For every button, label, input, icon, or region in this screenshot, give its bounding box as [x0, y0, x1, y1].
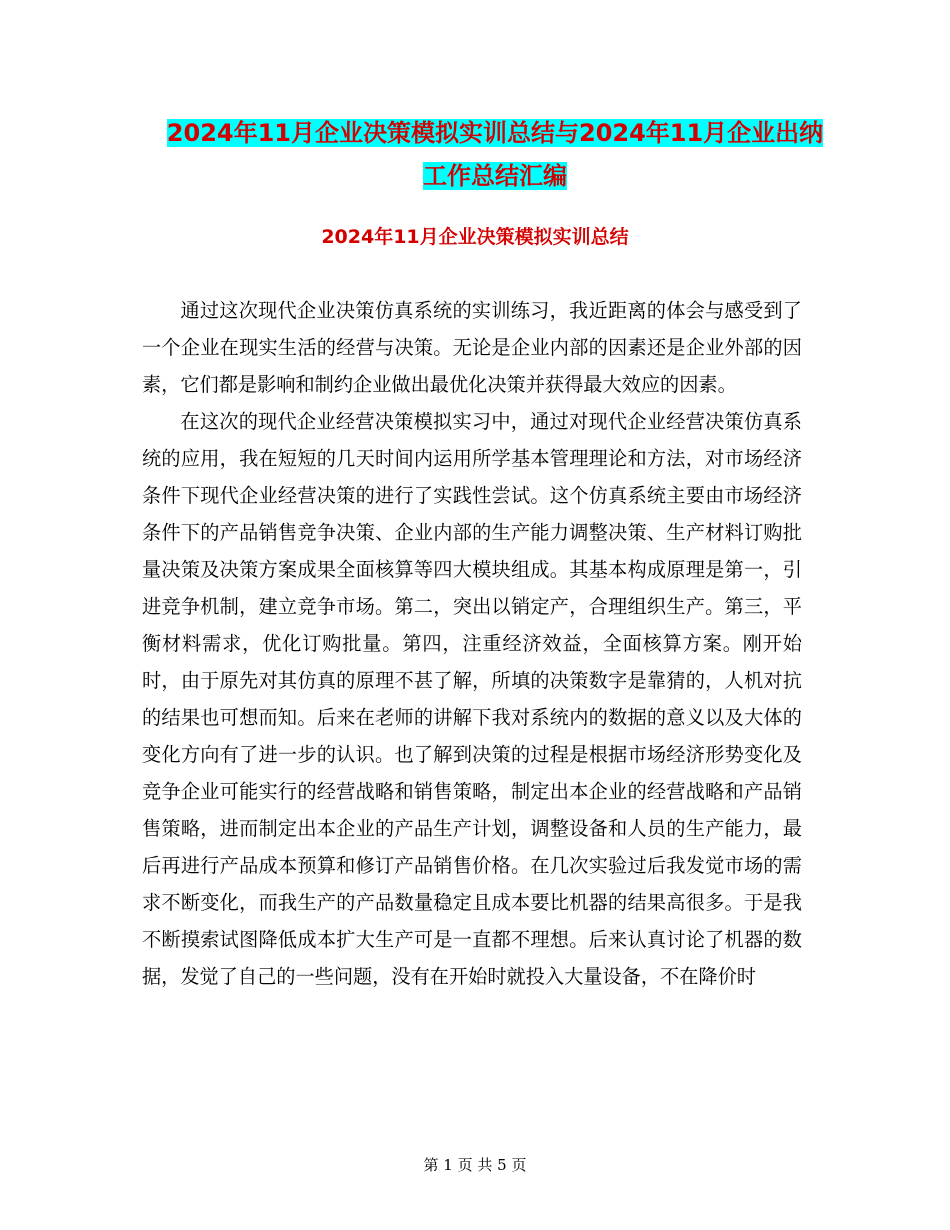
page-number: 第 1 页 共 5 页	[423, 1156, 527, 1174]
paragraph: 在这次的现代企业经营决策模拟实习中，通过对现代企业经营决策仿真系统的应用，我在短短的几天时间内运用所学基本管理理论和方法，对市场经济条件下现代企业经营决策的进行了实践性尝试。这个仿真系统主要由市场经济条件下的产品销售竞争决策、企业内部的生产能力调整决策、生产材料订购批量决策及决策方案成果全面核算等四大模块组成。其基本构成原理是第一，引进竞争机制，建立竞争市场。第二，突出以销定产，合理组织生产。第三，平衡材料需求，优化订购批量。第四，注重经济效益，全面核算方案。刚开始时，由于原先对其仿真的原理不甚了解，所填的决策数字是靠猜的，人机对抗的结果也可想而知。后来在老师的讲解下我对系统内的数据的意义以及大体的变化方向有了进一步的认识。也了解到决策的过程是根据市场经济形势变化及竞争企业可能实行的经营战略和销售策略，制定出本企业的经营战略和产品销售策略，进而制定出本企业的产品生产计划，调整设备和人员的生产能力，最后再进行产品成本预算和修订产品销售价格。在几次实验过后我发觉市场的需求不断变化，而我生产的产品数量稳定且成本要比机器的结果高很多。于是我不断摸索试图降低成本扩大生产可是一直都不理想。后来认真讨论了机器的数据，发觉了自己的一些问题，没有在开始时就投入大量设备，不在降价时	[142, 410, 802, 988]
body-text	[142, 292, 802, 995]
page-footer	[0, 1155, 950, 1175]
document-title	[160, 112, 830, 198]
document-title-text: 2024年11月企业决策模拟实训总结与2024年11月企业出纳工作总结汇编	[166, 119, 824, 190]
section-title: 2024年11月企业决策模拟实训总结	[321, 226, 629, 248]
paragraph: 通过这次现代企业决策仿真系统的实训练习，我近距离的体会与感受到了一个企业在现实生活的经营与决策。无论是企业内部的因素还是企业外部的因素，它们都是影响和制约企业做出最优化决策并获得最大效应的因素。	[142, 299, 802, 396]
